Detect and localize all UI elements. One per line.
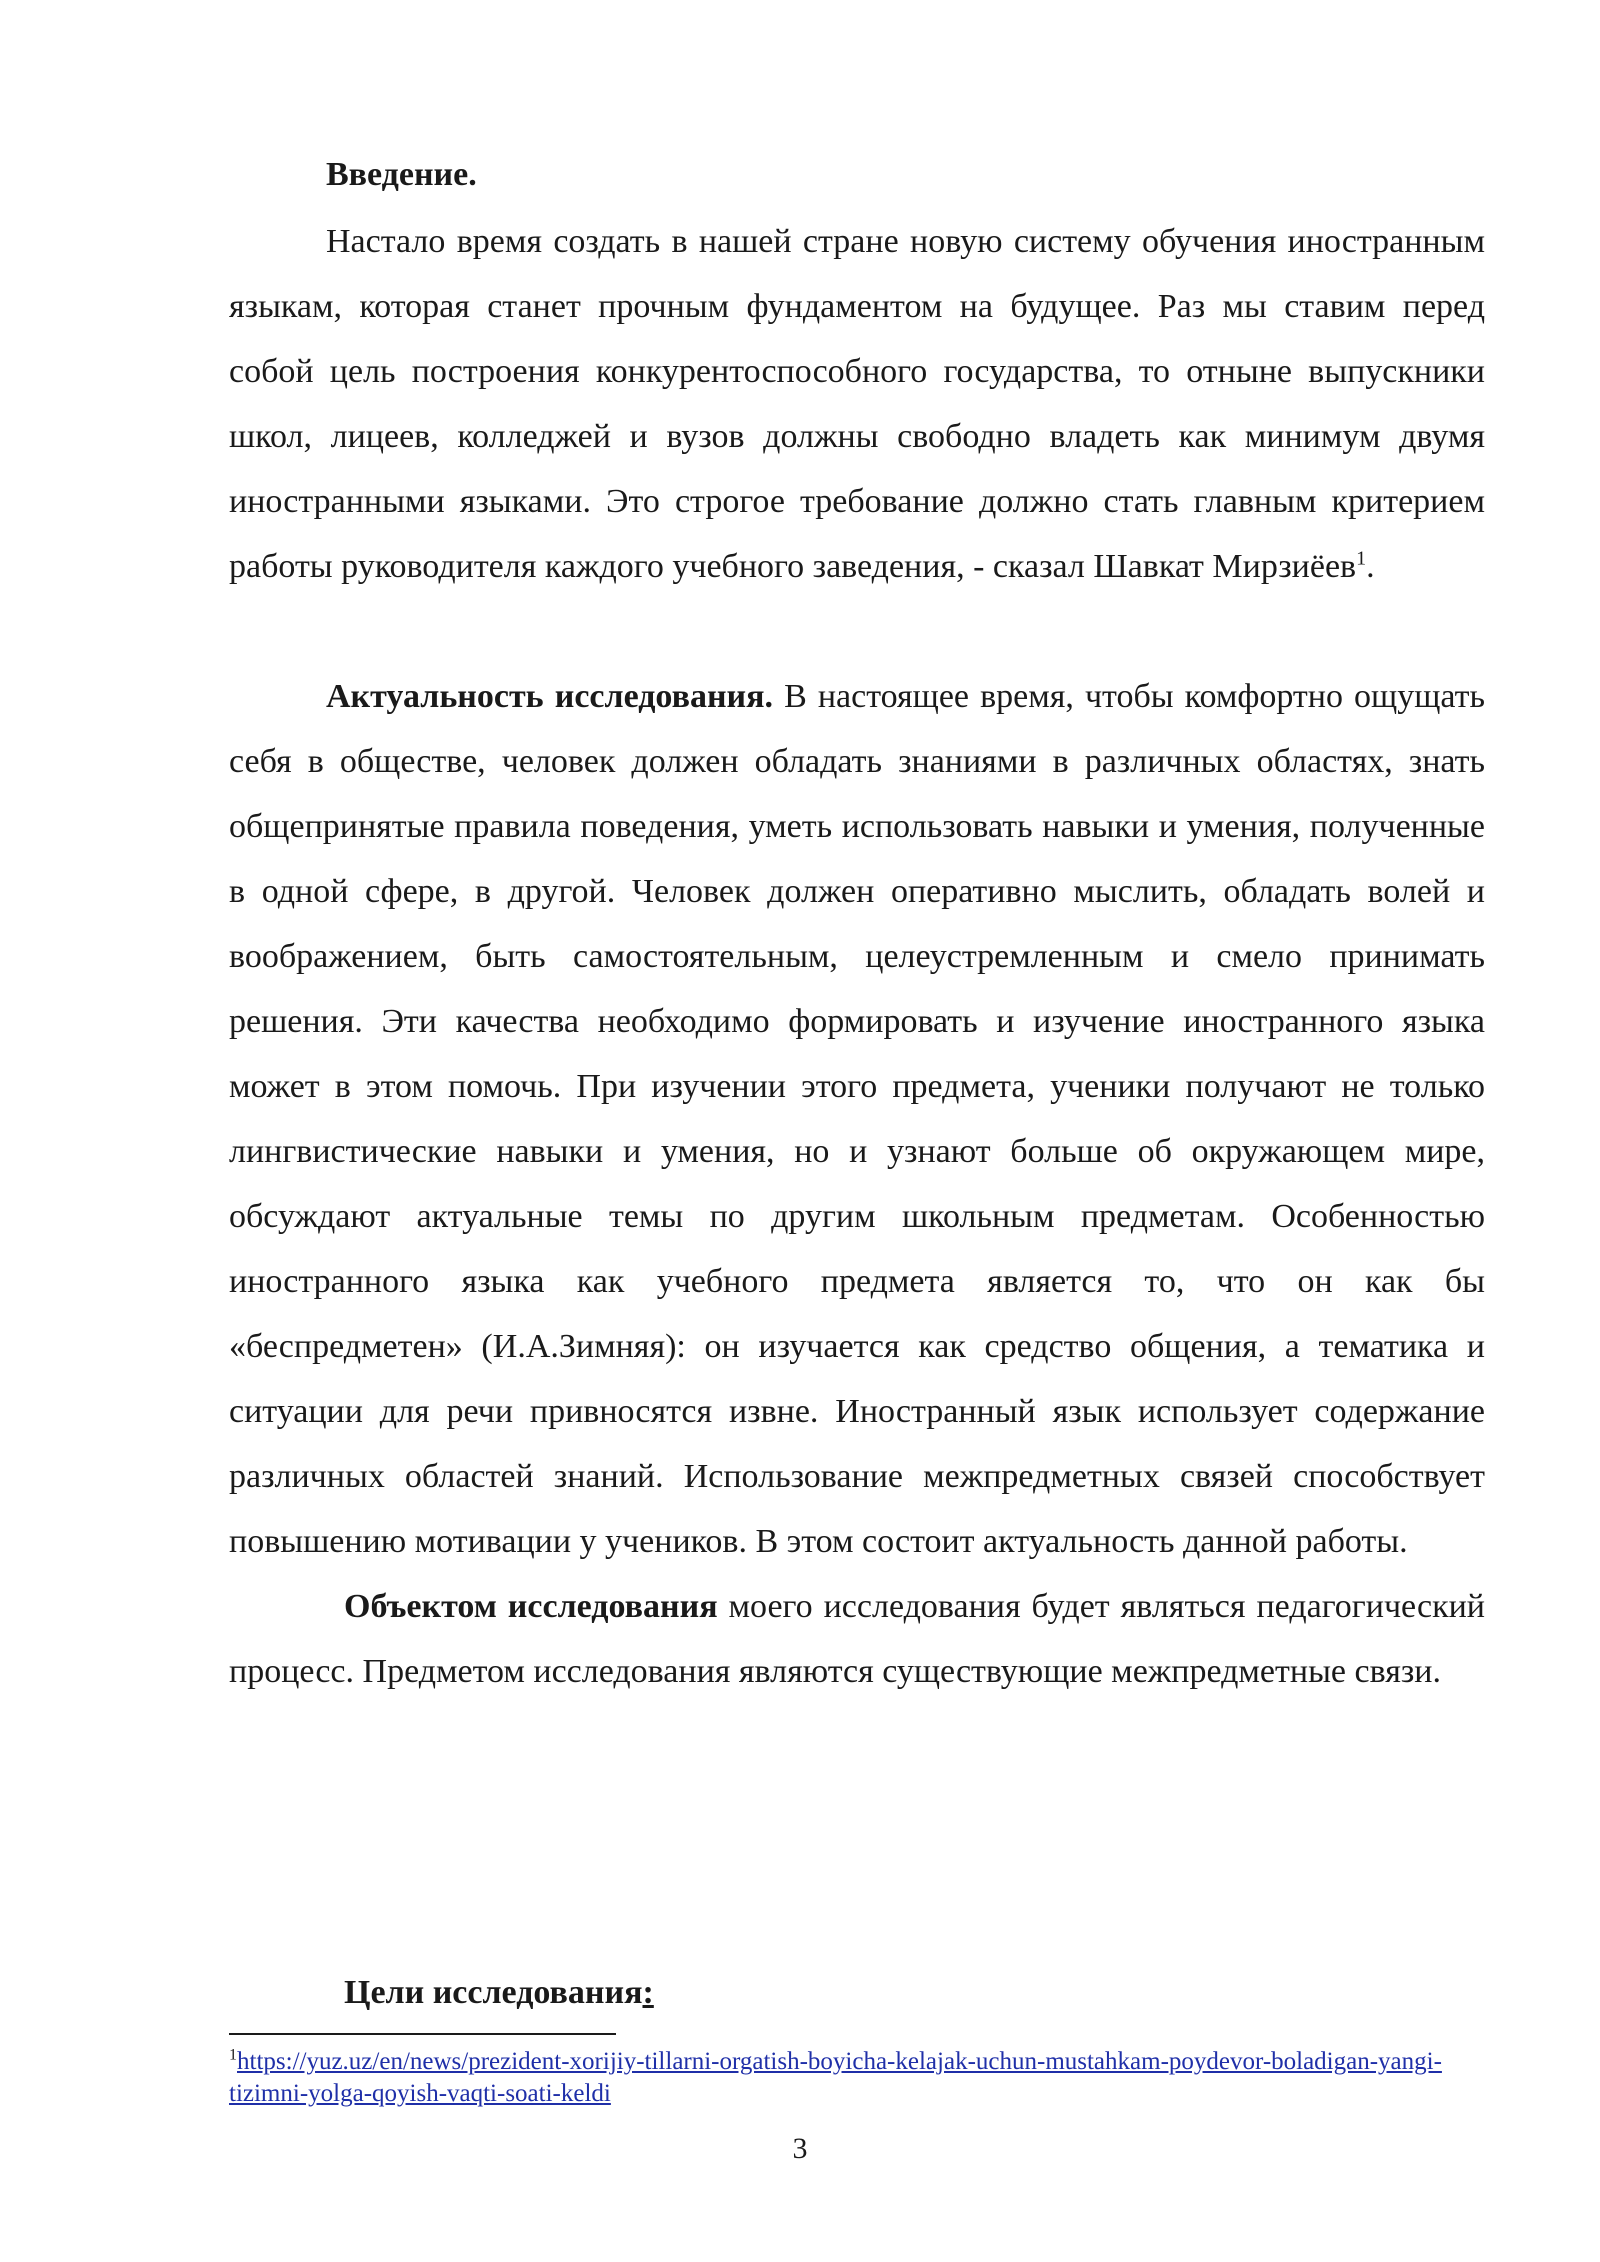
object-paragraph (229, 1574, 1485, 1704)
section-heading-introduction (326, 155, 477, 195)
relevance-lead: Актуальность исследования. (326, 678, 774, 715)
introduction-text (229, 209, 1485, 599)
relevance-section (229, 664, 1485, 1704)
introduction-body: Настало время создать в нашей стране новую систему обучения иностранным языкам, которая станет прочным фундаментом на будущее. Раз мы ставим перед собой цель построения конкурентоспособного государства, то отныне выпускники школ, лицеев, колледжей и вузов должны свободно владеть как минимум двумя иностранными языками. Это строгое требование должно стать главным критерием работы руководителя каждого учебного заведения, - сказал Шавкат Мирзиёев (229, 223, 1485, 585)
section-heading-goals (344, 1973, 654, 2013)
relevance-paragraph (229, 664, 1485, 1574)
goals-heading-colon: : (642, 1974, 654, 2011)
relevance-body: В настоящее время, чтобы комфортно ощущать себя в обществе, человек должен обладать знаниями в различных областях, знать общепринятые правила поведения, уметь использовать навыки и умения, полученные в одной сфере, в другой. Человек должен оперативно мыслить, обладать волей и воображением, быть самостоятельным, целеустремленным и смело принимать решения. Эти качества необходимо формировать и изучение иностранного языка может в этом помочь. При изучении этого предмета, ученики получают не только лингвистические навыки и умения, но и узнают больше об окружающем мире, обсуждают актуальные темы по другим школьным предметам. Особенностью иностранного языка как учебного предмета является то, что он как бы «беспредметен» (И.А.Зимняя): он изучается как средство общения, а тематика и ситуации для речи привносятся извне. Иностранный язык использует содержание различных областей знаний. Использование межпредметных связей способствует повышению мотивации у учеников. В этом состоит актуальность данной работы. (229, 678, 1485, 1560)
footnote-link[interactable]: https://yuz.uz/en/news/prezident-xorijiy-tillarni-orgatish-boyicha-kelajak-uchun-mustahkam-poydevor-boladigan-yangi-tizimni-yolga-qoyish-vaqti-soati-keldi (229, 2048, 1442, 2107)
footnote-separator (229, 2033, 616, 2035)
introduction-period: . (1366, 548, 1375, 585)
footnote (229, 2046, 1489, 2110)
page-number: 3 (792, 2132, 808, 2165)
heading-text: Введение. (326, 156, 477, 193)
introduction-paragraph (229, 209, 1485, 599)
footnote-reference[interactable]: 1 (1356, 547, 1367, 570)
goals-heading-text: Цели исследования (344, 1974, 643, 2011)
object-body: моего исследования будет являться педагогический процесс. Предметом исследования являются существующие межпредметные связи. (229, 1588, 1485, 1690)
object-lead: Объектом исследования (344, 1588, 718, 1625)
footnote-marker: 1 (229, 2046, 237, 2064)
